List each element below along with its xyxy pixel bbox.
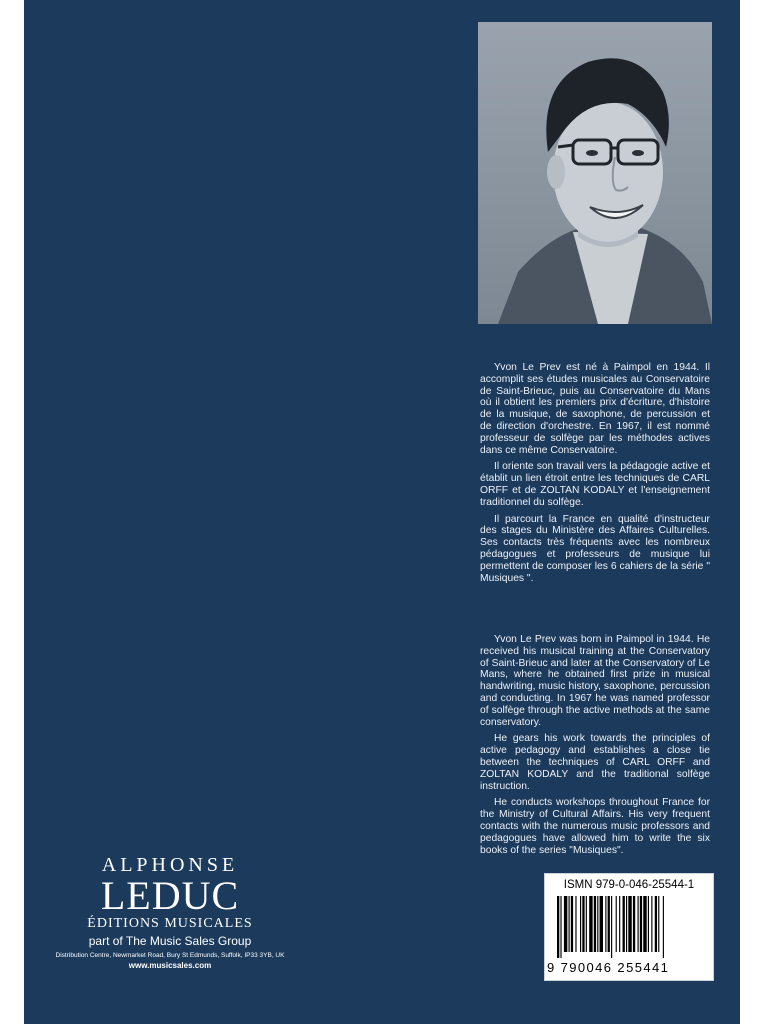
barcode-bar [589,896,592,952]
publisher-name-line1: ALPHONSE [101,854,239,876]
bio-fr-paragraph: Il oriente son travail vers la pédagogie active et établit un lien étroit entre les techniques de CARL ORFF et de ZOLTAN KODALY et l'enseignement traditionnel du solfège. [480,461,710,508]
barcode-bar [643,896,646,952]
barcode-bar [608,896,610,952]
bio-en-paragraph: He gears his work towards the principles of active pedagogy and establishes a close tie between the techniques of CARL ORFF and ZOLTAN KODALY and the traditional solfège instruction. [480,733,710,792]
barcode-bar [626,896,627,952]
barcode-bar [648,896,649,952]
barcode-bar [611,896,612,958]
barcode-bar [560,896,561,958]
barcode-icon [557,896,701,958]
biography-french [480,362,710,589]
barcode-bar [658,896,659,952]
barcode-bar [638,896,639,952]
barcode-bar [633,896,635,952]
barcode-bar [569,896,570,952]
bio-en-paragraph: Yvon Le Prev was born in Paimpol in 1944. He received his musical training at the Conservatory of Saint-Brieuc and later at the Conservatory of Le Mans, where he obtained first prize in musical handwriting, music history, saxophone, percussion and conducting. In 1967 he was named professor of solfège through the active methods at the same conservatory. [480,634,710,728]
publisher-name-line2: LEDUC [100,873,240,918]
barcode-bar [580,896,581,952]
author-photo [478,22,712,324]
barcode-bar [655,896,657,952]
barcode-bar [628,896,631,952]
barcode-bar [605,896,606,952]
barcode-bar [600,896,603,952]
barcode-bar [663,896,664,958]
barcode-bar [623,896,625,952]
ismn-number: ISMN 979-0-046-25544-1 [563,879,695,891]
publisher-website: www.musicsales.com [128,961,212,970]
portrait-image [478,22,712,324]
barcode-bar [616,896,617,952]
barcode-digits: 9 790046 255441 [547,960,670,975]
barcode-label [544,873,714,981]
barcode-bar [557,896,559,958]
barcode-bar [640,896,642,952]
barcode-bar [651,896,652,952]
publisher-address: Distribution Centre, Newmarket Road, Bury St Edmunds, Suffolk, IP33 3YB, UK [55,952,285,959]
barcode-bar [582,896,584,952]
barcode-bar [571,896,573,952]
publisher-group: part of The Music Sales Group [88,934,252,948]
publisher-name-line3: ÉDITIONS MUSICALES [87,916,253,931]
barcode-bar [594,896,596,952]
barcode-bar [564,896,567,952]
barcode-bar [597,896,598,952]
barcode-bar [586,896,587,952]
barcode-bar [575,896,576,952]
bio-en-paragraph: He conducts workshops throughout France for the Ministry of Cultural Affairs. His very frequent contacts with the numerous music professors and pedagogues have allowed him to write the six books of the series "Musiques". [480,797,710,856]
publisher-logo [40,854,300,971]
bio-fr-paragraph: Yvon Le Prev est né à Paimpol en 1944. Il accomplit ses études musicales au Conservatoire de Saint-Brieuc, puis au Conservatoire du Mans où il obtient les premiers prix d'écriture, d'histoire de la musique, de saxophone, de percussion et de direction d'orchestre. En 1967, il est nommé professeur de solfège par les méthodes actives dans ce même Conservatoire. [480,362,710,456]
barcode-bar [619,896,620,952]
bio-fr-paragraph: Il parcourt la France en qualité d'instructeur des stages du Ministère des Affaires Culturelles. Ses contacts très fréquents avec les nombreux pédagogues et professeurs de musique lui permettent de composer les 6 cahiers de la série " Musiques ". [480,513,710,584]
biography-english [480,634,710,861]
